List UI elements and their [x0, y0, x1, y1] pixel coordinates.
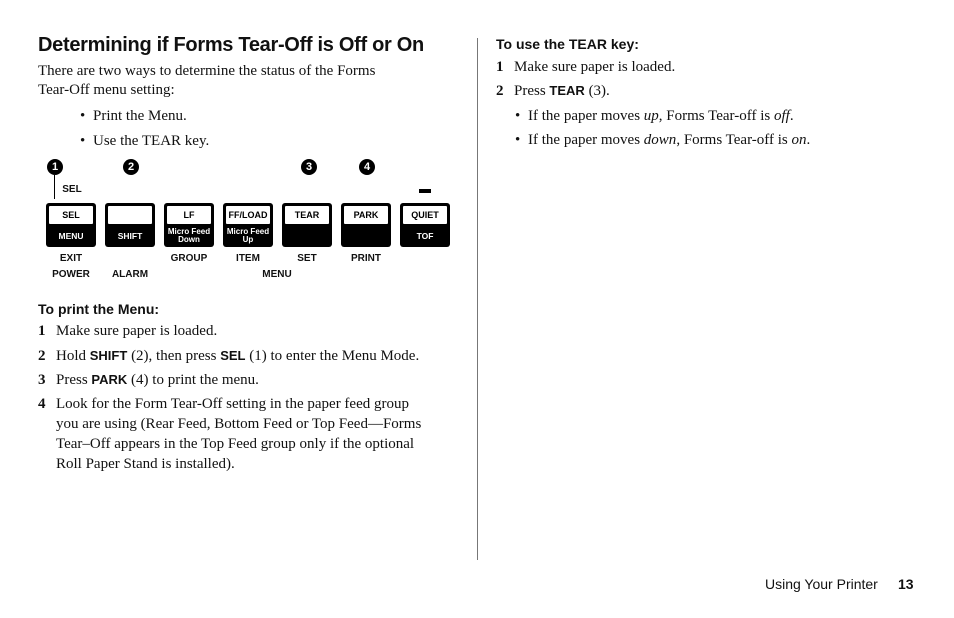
label-group: GROUP [170, 253, 208, 264]
label-power: POWER [52, 269, 90, 280]
sel-key[interactable] [46, 203, 96, 247]
bullet-emphasis: on [791, 132, 807, 148]
shift-key[interactable] [105, 203, 155, 247]
method-print-menu: • Print the Menu. [93, 106, 187, 126]
label-exit: EXIT [59, 253, 83, 264]
ff-load-key-bottom-2: Up [242, 235, 254, 244]
footer-section: Using Your Printer [765, 576, 878, 592]
bullet-text: If the paper moves [528, 132, 644, 148]
callout-2: 2 [123, 159, 139, 175]
page-number: 13 [898, 576, 914, 592]
tear-key-top: TEAR [285, 206, 329, 224]
tear-key-heading [496, 36, 639, 52]
intro-line-1: There are two ways to determine the status of the Forms [38, 63, 376, 79]
column-divider [477, 38, 478, 560]
ff-load-key[interactable] [223, 203, 273, 247]
heading-key-name: TEAR [568, 36, 607, 52]
quiet-key[interactable] [400, 203, 450, 247]
step-text-line: Tear–Off appears in the Top Feed group only if the optional [56, 436, 415, 452]
ff-load-key-bottom-1: Micro Feed [226, 227, 270, 236]
intro-line-2: Tear-Off menu setting: [38, 82, 175, 98]
key-name-shift: SHIFT [89, 348, 128, 363]
tear-bullet-up [528, 106, 794, 126]
step-number: 3 [38, 372, 46, 388]
step-text: (1) to enter the Menu Mode. [245, 348, 420, 364]
step-text-line: Look for the Form Tear-Off setting in the paper feed group [56, 396, 409, 412]
quiet-key-bottom: TOF [416, 231, 434, 241]
print-step-2 [38, 346, 420, 366]
step-text: Hold [56, 348, 90, 364]
callout-3: 3 [301, 159, 317, 175]
sel-key-top: SEL [49, 206, 93, 224]
sel-label: SEL [62, 184, 82, 195]
shift-key-top [108, 206, 152, 224]
bullet-text: , Forms Tear-off is [658, 108, 774, 124]
step-text: (4) to print the menu. [127, 372, 259, 388]
bullet-text: . [806, 132, 811, 148]
sel-key-bottom: MENU [58, 231, 84, 241]
step-number: 4 [38, 396, 46, 412]
ff-load-key-bottom [223, 225, 273, 247]
label-menu: MENU [262, 269, 292, 280]
bullet-emphasis: down [643, 132, 677, 148]
lf-key-bottom-1: Micro Feed [167, 227, 211, 236]
callout-1: 1 [47, 159, 63, 175]
step-number: 2 [496, 83, 504, 99]
bullet-text: If the paper moves [528, 108, 644, 124]
key-name-park: PARK [91, 372, 128, 387]
lf-key[interactable] [164, 203, 214, 247]
step-text: Press [56, 372, 92, 388]
step-text: (2), then press [127, 348, 221, 364]
step-text-line: you are using (Rear Feed, Bottom Feed or Top Feed—Forms [56, 416, 422, 432]
quiet-key-top: QUIET [403, 206, 447, 224]
lf-key-bottom-2: Down [178, 235, 200, 244]
tear-key-bottom [282, 225, 332, 247]
print-step-4 [38, 394, 422, 474]
label-set: SET [297, 253, 317, 264]
step-text: Make sure paper is loaded. [56, 323, 218, 339]
label-alarm: ALARM [111, 269, 149, 280]
indicator-dash [419, 189, 431, 193]
key-name-sel: SEL [220, 348, 246, 363]
label-item: ITEM [236, 253, 260, 264]
heading-text: To use the [496, 36, 569, 52]
bullet-emphasis: up [643, 108, 659, 124]
step-number: 2 [38, 348, 46, 364]
step-number: 1 [496, 59, 504, 75]
page-title: Determining if Forms Tear-Off is Off or On [38, 34, 424, 56]
step-number: 1 [38, 323, 46, 339]
park-key-top: PARK [344, 206, 388, 224]
shift-key-bottom: SHIFT [117, 231, 143, 241]
tear-key[interactable] [282, 203, 332, 247]
park-key[interactable] [341, 203, 391, 247]
callout-4: 4 [359, 159, 375, 175]
tear-step-1 [496, 57, 676, 77]
bullet-text: . [789, 108, 794, 124]
print-step-3 [38, 370, 259, 390]
bullet-text: , Forms Tear-off is [676, 132, 792, 148]
tear-bullet-down [528, 130, 810, 150]
label-print: PRINT [351, 253, 381, 264]
step-text-line: Roll Paper Stand is installed). [56, 456, 235, 472]
lf-key-top: LF [167, 206, 211, 224]
step-text: Make sure paper is loaded. [514, 59, 676, 75]
control-panel-diagram [30, 155, 460, 287]
bullet-emphasis: off [773, 108, 790, 124]
lf-key-bottom [164, 225, 214, 247]
heading-text: key: [606, 36, 639, 52]
key-name-tear: TEAR [549, 83, 585, 98]
print-menu-heading: To print the Menu: [38, 301, 160, 317]
ff-load-key-top: FF/LOAD [226, 206, 270, 224]
method-tear-key: • Use the TEAR key. [93, 131, 209, 151]
step-text: (3). [584, 83, 610, 99]
park-key-bottom [341, 225, 391, 247]
step-text: Press [514, 83, 550, 99]
tear-step-2 [496, 81, 610, 101]
print-step-1 [38, 321, 218, 341]
